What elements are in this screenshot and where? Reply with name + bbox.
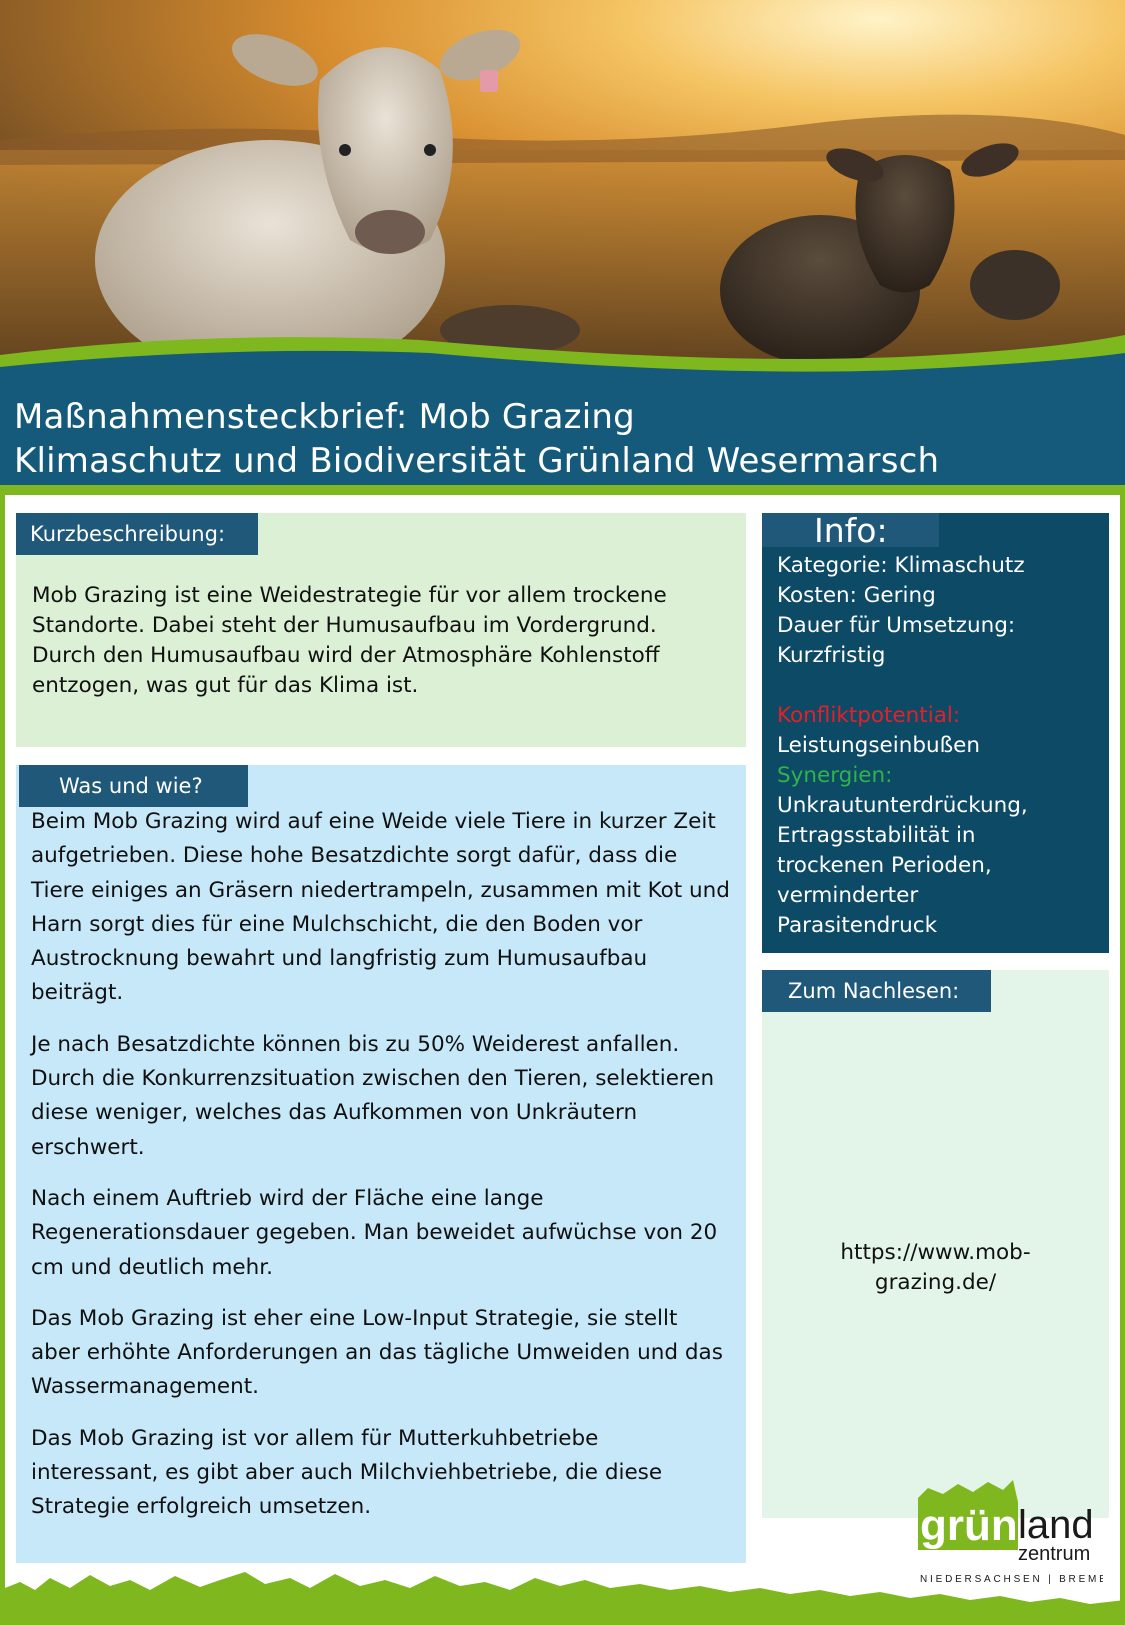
- info-synergien-line: Unkrautunterdrückung,: [777, 793, 1028, 818]
- nachlesen-link-line1[interactable]: https://www.mob-: [840, 1240, 1031, 1265]
- was-paragraph-1: Beim Mob Grazing wird auf eine Weide viele Tiere in kurzer Zeit aufgetrieben. Diese hohe Besatzdichte sorgt dafür, dass die Tiere einiges an Gräsern niedertrampeln, zusammen mit Kot und Harn sorgt dies für eine Mulchschicht, die den Boden vor Austrocknung bewahrt und langfristig zum Humusaufbau beiträgt.: [31, 809, 730, 1006]
- logo-word-zentrum: zentrum: [1018, 1543, 1091, 1565]
- page-title-line1: Maßnahmensteckbrief: Mob Grazing: [14, 397, 635, 437]
- info-spacer: [777, 671, 1107, 701]
- nachlesen-link-line2[interactable]: grazing.de/: [874, 1270, 997, 1295]
- info-konflikt-value: Leistungseinbußen: [777, 733, 981, 758]
- info-synergien-line: Parasitendruck: [777, 913, 938, 938]
- logo-word-land: land: [1018, 1503, 1094, 1547]
- info-synergien-line: verminderter: [777, 883, 919, 908]
- info-panel: [762, 513, 1109, 953]
- info-kosten: Kosten: Gering: [777, 583, 936, 608]
- was-und-wie-panel: [16, 765, 746, 1563]
- info-kategorie: Kategorie: Klimaschutz: [777, 553, 1025, 578]
- was-paragraph-3: Nach einem Auftrieb wird der Fläche eine lange Regenerationsdauer gegeben. Man beweidet aufwüchse von 20 cm und deutlich mehr.: [31, 1185, 718, 1280]
- info-synergien-line: trockenen Perioden,: [777, 853, 992, 878]
- was-paragraph-5: Das Mob Grazing ist vor allem für Mutterkuhbetriebe interessant, es gibt aber auch Milchviehbetriebe, die diese Strategie erfolgreich umsetzen.: [31, 1425, 663, 1520]
- logo-word-gruen: grün: [920, 1501, 1018, 1550]
- info-heading: Info:: [762, 513, 939, 547]
- info-dauer-label: Dauer für Umsetzung:: [777, 613, 1016, 638]
- page-title-line2: Klimaschutz und Biodiversität Grünland Wesermarsch: [14, 441, 940, 481]
- hero-photo: [0, 0, 1125, 380]
- info-konflikt-label: Konfliktpotential:: [777, 703, 961, 728]
- info-dauer-value: Kurzfristig: [777, 643, 886, 668]
- nachlesen-link[interactable]: [762, 1238, 1109, 1298]
- info-synergien-line: Ertragsstabilität in: [777, 823, 976, 848]
- was-und-wie-tab: Was und wie?: [19, 765, 248, 807]
- was-paragraph-4: Das Mob Grazing ist eher eine Low-Input Strategie, sie stellt aber erhöhte Anforderungen an das tägliche Umweiden und das Wassermanagement.: [31, 1305, 723, 1400]
- was-paragraph-2: Je nach Besatzdichte können bis zu 50% Weiderest anfallen. Durch die Konkurrenzsituation zwischen den Tieren, selektieren diese weniger, welches das Aufkommen von Unkräutern erschwert.: [31, 1031, 715, 1160]
- info-list: [777, 551, 1107, 941]
- kurzbeschreibung-panel: [16, 513, 746, 747]
- kurzbeschreibung-text: Mob Grazing ist eine Weidestrategie für vor allem trockene Standorte. Dabei steht der Humusaufbau im Vordergrund. Durch den Humusaufbau wird der Atmosphäre Kohlenstoff entzogen, was gut für das Klima ist.: [32, 583, 667, 698]
- sunset-pasture-cows-photo: [0, 0, 1125, 380]
- was-und-wie-body: [31, 805, 731, 1542]
- logo-subline: NIEDERSACHSEN | BREMEN: [920, 1574, 1103, 1585]
- kurzbeschreibung-tab: Kurzbeschreibung:: [16, 513, 258, 555]
- info-synergien-label: Synergien:: [777, 763, 893, 788]
- nachlesen-panel: [762, 970, 1109, 1518]
- grass-footer: [0, 1560, 1125, 1625]
- nachlesen-tab: Zum Nachlesen:: [762, 970, 991, 1012]
